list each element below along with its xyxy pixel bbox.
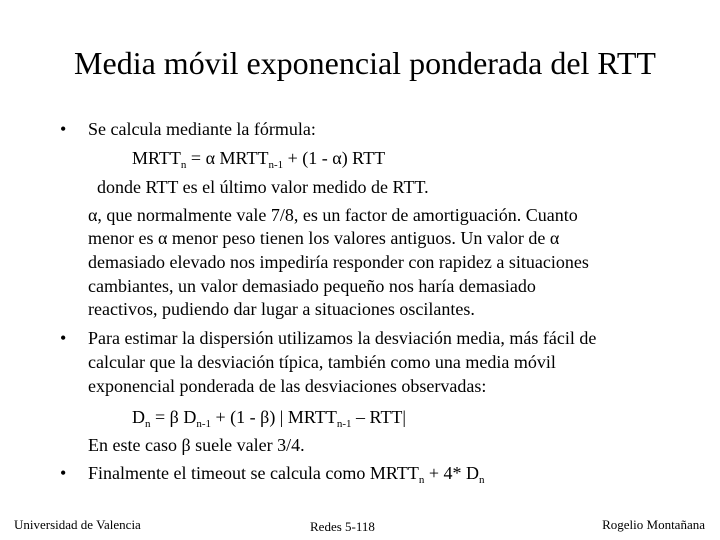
alpha-paragraph-line-3: demasiado elevado nos impediría responder con rapidez a situaciones <box>88 252 589 272</box>
bullet-1-marker: • <box>60 119 67 139</box>
alpha-paragraph-line-5: reactivos, pudiendo dar lugar a situaciones oscilantes. <box>88 299 475 319</box>
bullet-2-marker: • <box>60 328 67 348</box>
slide-title: Media móvil exponencial ponderada del RTT <box>74 45 656 81</box>
mrtt-formula: $MRTT_n = \alpha$ $MRTT_{n-1} + (1 - \alpha)$ RTT <box>132 148 386 171</box>
alpha-paragraph-line-4: cambiantes, un valor demasiado pequeño nos haría demasiado <box>88 276 536 296</box>
bullet-1-intro: Se calcula mediante la fórmula: <box>88 119 316 139</box>
bullet-3-marker: • <box>60 463 67 483</box>
bullet-2-line-3: exponencial ponderada de las desviaciones observadas: <box>88 376 487 396</box>
bullet-2-line-2: calcular que la desviación típica, también como una media móvil <box>88 352 556 372</box>
deviation-formula: $D_n = \beta$ $D_{n-1} + (1 - \beta)$ | $MRTT_{n-1} - RTT|$ <box>132 407 407 430</box>
timeout-formula: Finalmente el timeout se calcula como $MRTT_n + 4*$ $D_n$ <box>88 463 485 486</box>
footer-institution: Universidad de Valencia <box>14 517 141 532</box>
alpha-paragraph-line-1: α, que normalmente vale 7/8, es un factor de amortiguación. Cuanto <box>88 205 578 225</box>
footer-author: Rogelio Montañana <box>602 517 705 532</box>
bullet-2-line-1: Para estimar la dispersión utilizamos la desviación media, más fácil de <box>88 328 597 348</box>
beta-note: En este caso β suele valer 3/4. <box>88 435 305 455</box>
alpha-paragraph-line-2: menor es α menor peso tienen los valores antiguos. Un valor de α <box>88 228 560 248</box>
formula-explanation: donde RTT es el último valor medido de RTT. <box>97 177 429 197</box>
footer-page-number: Redes 5-118 <box>310 519 375 534</box>
